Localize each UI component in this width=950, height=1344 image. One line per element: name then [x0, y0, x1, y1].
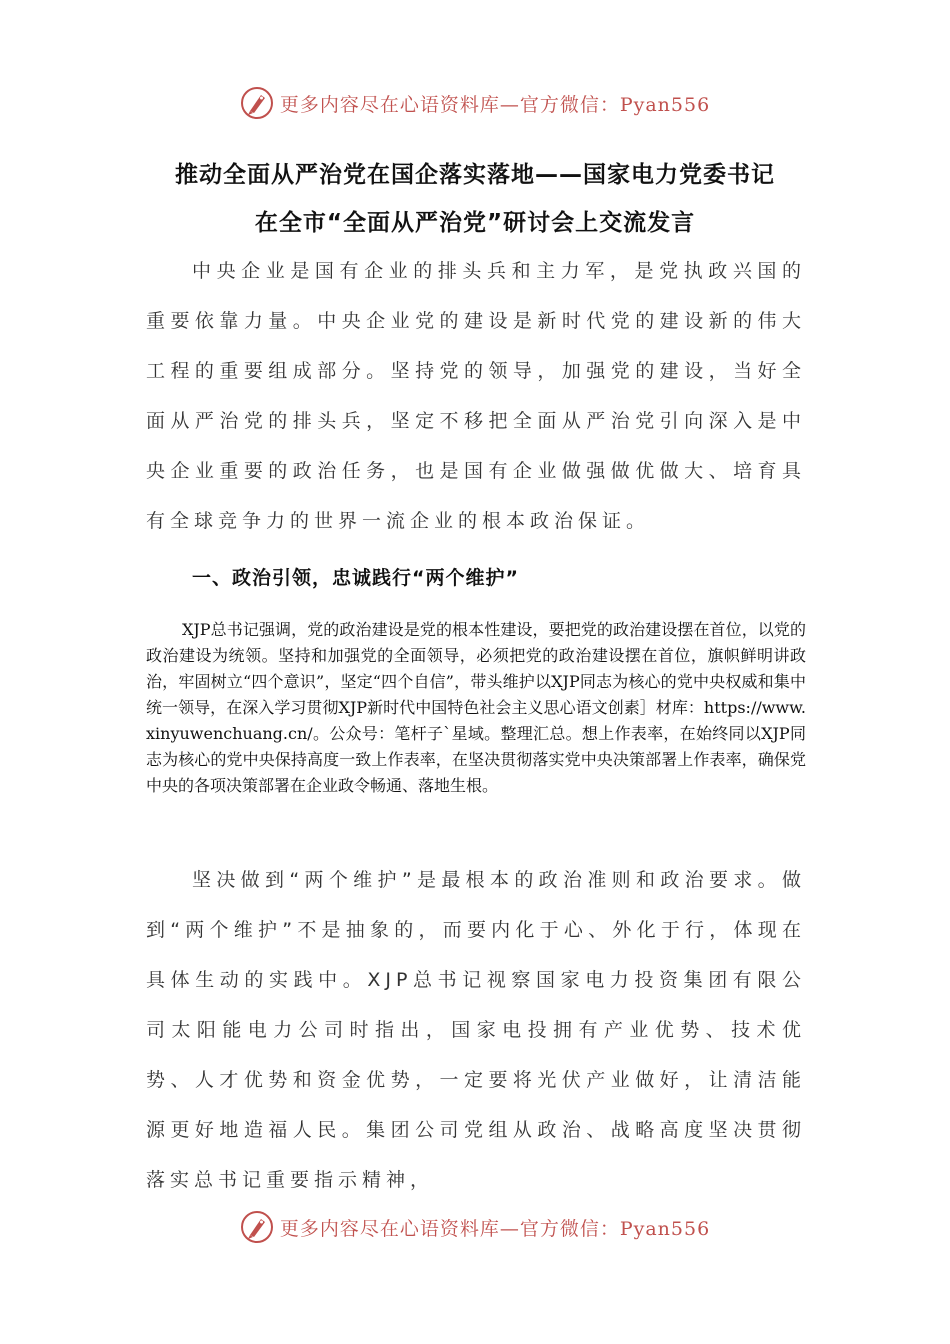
document-title-line-2: 在全市“全面从严治党”研讨会上交流发言: [254, 210, 696, 236]
footer-banner: [0, 1210, 950, 1244]
pen-nib-logo-icon: [240, 86, 274, 120]
body-paragraph-1: 中央企业是国有企业的排头兵和主力军，是党执政兴国的重要依靠力量。中央企业党的建设是新时代党的建设新的伟大工程的重要组成部分。坚持党的领导，加强党的建设，当好全面从严治党的排头兵，坚定不移把全面从严治党引向深入是中央企业重要的政治任务，也是国有企业做强做优做大、培育具有全球竞争力的世界一流企业的根本政治保证。: [146, 260, 806, 532]
banner-text: 更多内容尽在心语资料库—官方微信：Pyan556: [279, 93, 711, 116]
section-heading-1: 一、政治引领，忠诚践行“两个维护”: [192, 567, 519, 589]
header-banner: [0, 86, 950, 120]
body-paragraph-2: XJP总书记强调，党的政治建设是党的根本性建设，要把党的政治建设摆在首位，以党的政治建设为统领。坚持和加强党的全面领导，必须把党的政治建设摆在首位，旗帜鲜明讲政治，牢固树立“四个意识”，坚定“四个自信”，带头维护以XJP同志为核心的党中央权威和集中统一领导，在深入学习贯彻XJP新时代中国特色社会主义思心语文创素］材库：https://www.xinyuwenchuang.cn/。公众号：笔杆子`星域。整理汇总。想上作表率，在始终同以XJP同志为核心的党中央保持高度一致上作表率，在坚决贯彻落实党中央决策部署上作表率，确保党中央的各项决策部署在企业政令畅通、落地生根。: [146, 620, 806, 795]
banner-text: 更多内容尽在心语资料库—官方微信：Pyan556: [279, 1217, 711, 1240]
document-title-line-1: 推动全面从严治党在国企落实落地——国家电力党委书记: [175, 162, 775, 188]
body-paragraph-3: 坚决做到“两个维护”是最根本的政治准则和政治要求。做到“两个维护”不是抽象的，而要内化于心、外化于行，体现在具体生动的实践中。XJP总书记视察国家电力投资集团有限公司太阳能电力公司时指出，国家电投拥有产业优势、技术优势、人才优势和资金优势，一定要将光伏产业做好，让清洁能源更好地造福人民。集团公司党组从政治、战略高度坚决贯彻落实总书记重要指示精神，: [146, 869, 806, 1191]
pen-nib-logo-icon: [240, 1210, 274, 1244]
